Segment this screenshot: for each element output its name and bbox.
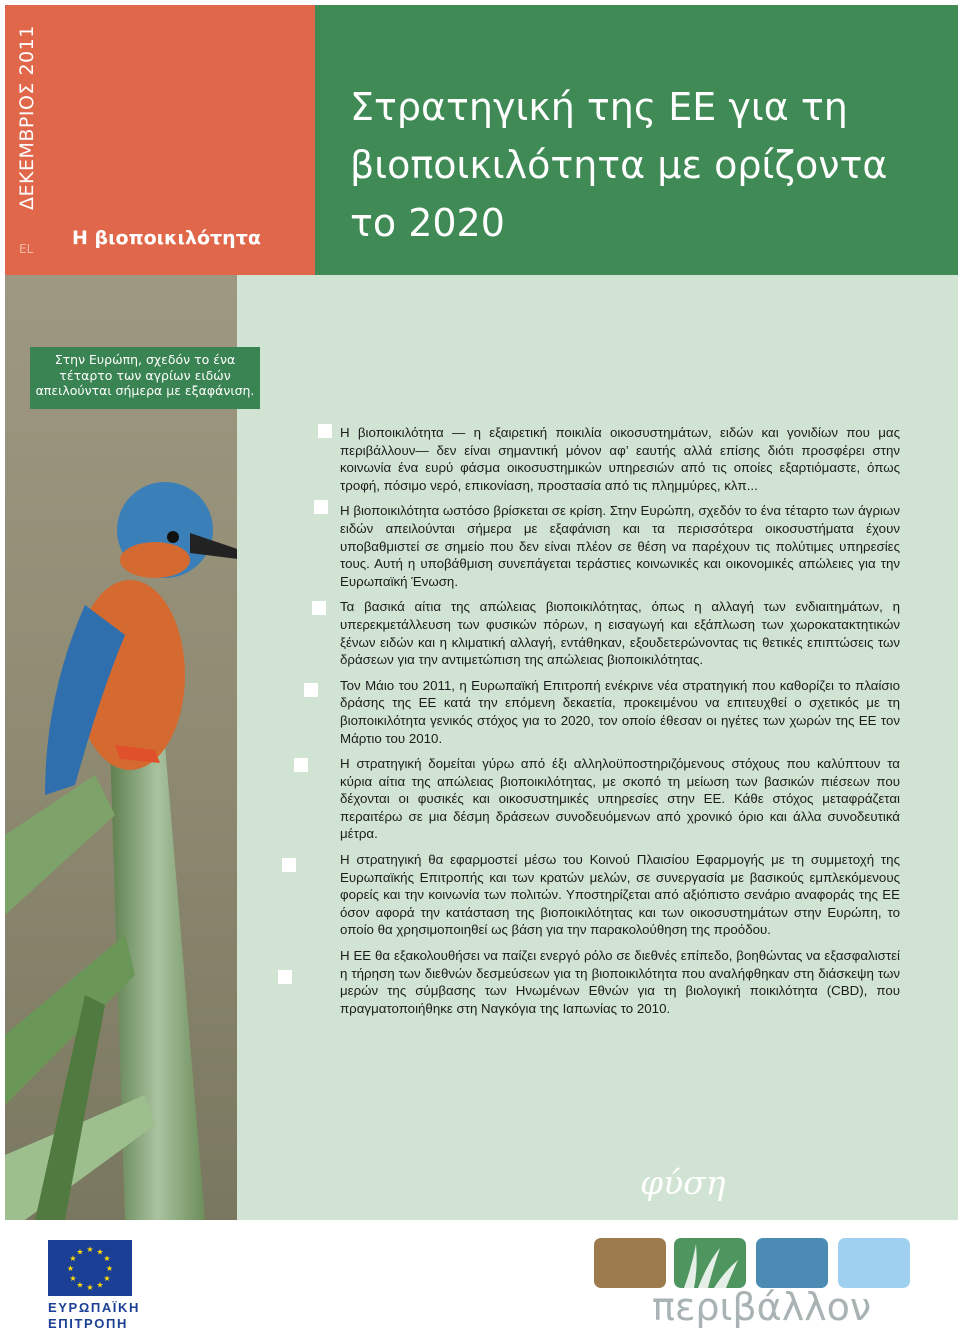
environment-label: περιβάλλον <box>652 1285 872 1329</box>
environment-logo-tiles <box>594 1238 914 1290</box>
eu-label-line: ΕΥΡΩΠΑΪΚΗ <box>48 1300 141 1315</box>
language-code: EL <box>19 242 34 256</box>
bullet-marker <box>304 683 318 697</box>
svg-text:★: ★ <box>86 1245 94 1254</box>
water-tile <box>756 1238 828 1288</box>
body-text <box>340 424 900 1025</box>
svg-text:★: ★ <box>103 1274 111 1283</box>
bullet-marker <box>318 424 332 438</box>
page-title <box>350 78 940 252</box>
intro-callout: Στην Ευρώπη, σχεδόν το ένα τέταρτο των αγρίων ειδών απειλούνται σήμερα με εξαφάνιση. <box>30 347 260 409</box>
title-line: Στρατηγική της ΕΕ για τη <box>350 85 848 129</box>
paragraph: Η στρατηγική δομείται γύρω από έξι αλληλοϋποστηριζόμενους στόχους που καλύπτουν τα κύρια αίτια της απώλειας βιοποικιλότητας, με σκοπό τη μείωση των βασικών πιέσεων που δέχονται οι φυσικές και οικοσυστημικές υπηρεσίες στην ΕΕ. Κάθε στόχος μεταφράζεται περαιτέρω σε μια δέσμη δράσεων συνοδευόμενων από χρονικό όριο και άλλα συνοδευτικά μέτρα. <box>340 756 900 842</box>
svg-text:★: ★ <box>96 1280 104 1290</box>
eu-label-line: ΕΠΙΤΡΟΠΗ <box>48 1316 128 1331</box>
svg-text:★: ★ <box>105 1264 114 1273</box>
soil-tile <box>594 1238 666 1288</box>
bullet-marker <box>278 970 292 984</box>
eu-commission-label <box>48 1300 140 1332</box>
bullet-marker <box>314 500 328 514</box>
title-line: το 2020 <box>350 201 505 245</box>
sky-tile <box>838 1238 910 1288</box>
svg-text:★: ★ <box>66 1264 75 1273</box>
bullet-marker <box>312 601 326 615</box>
title-line: βιοποικιλότητα με ορίζοντα <box>350 143 888 187</box>
paragraph: Η στρατηγική θα εφαρμοστεί μέσω του Κοινού Πλαισίου Εφαρμογής με τη συμμετοχή της Ευρωπαϊκής Επιτροπής και των κρατών μελών, σε συνεργασία με βασικούς εμπλεκόμενους φορείς και την κοινωνία των πολιτών. Υποστηρίζεται από αξιόπιστο σενάριο αναφοράς της ΕΕ όσον αφορά την κατάσταση της βιοποικιλότητας και των οικοσυστημάτων στην Ευρώπη, το οποίο θα χρησιμοποιηθεί ως βάση για την παρακολούθηση της προόδου. <box>340 852 900 938</box>
bullet-marker <box>282 858 296 872</box>
paragraph: Η ΕΕ θα εξακολουθήσει να παίζει ενεργό ρόλο σε διεθνές επίπεδο, βοηθώντας να εξασφαλιστεί η τήρηση των διεθνών δεσμεύσεων για τη βιοποικιλότητα που αναλήφθηκαν στη διάσκεψη των μερών της σύμβασης των Ηνωμένων Εθνών για τη βιολογική ποικιλότητα (CBD), που πραγματοποιήθηκε στη Ναγκόγια της Ιαπωνίας το 2010. <box>340 948 900 1016</box>
section-label: Η βιοποικιλότητα <box>72 227 261 249</box>
paragraph: Τα βασικά αίτια της απώλειας βιοποικιλότητας, όπως η αλλαγή των ενδιαιτημάτων, η υπερεκμετάλλευση των φυσικών πόρων, η εισαγωγή και εξάπλωση των χωροκατακτητικών ξένων ειδών και η κλιματική αλλαγή, εντάθηκαν, εξουδετερώνοντας τις θετικές επιπτώσεις των δράσεων για την αντιμετώπιση της απώλειας βιοποικιλότητας. <box>340 599 900 668</box>
svg-text:★: ★ <box>76 1280 84 1290</box>
publication-date: ΔΕΚΕΜΒΡΙΟΣ 2011 <box>16 25 38 210</box>
paragraph: Τον Μάιο του 2011, η Ευρωπαϊκή Επιτροπή ενέκρινε νέα στρατηγική που καθορίζει το πλαίσιο δράσης της ΕΕ κατά την επόμενη δεκαετία, προκειμένου να επιτευχθεί ο σχετικός με τη βιοποικιλότητα γενικός στόχος για το 2020, τον οποίο έθεσαν οι ηγέτες των χωρών της ΕΕ τον Μάρτιο του 2010. <box>340 677 900 746</box>
grass-tile <box>674 1238 746 1288</box>
paragraph: Η βιοποικιλότητα — η εξαιρετική ποικιλία οικοσυστημάτων, ειδών και γονιδίων που μας περιβάλλουν— δεν είναι σημαντική μόνον αφ’ εαυτής αλλά επίσης διότι προσφέρει στην κοινωνία ένα ευρύ φάσμα οικοσυστημικών υπηρεσιών από τις οποίες εξαρτιόμαστε, όπως τροφή, πόσιμο νερό, επικονίαση, προστασία από τις πλημμύρες, κλπ... <box>340 425 900 493</box>
paragraph: Η βιοποικιλότητα ωστόσο βρίσκεται σε κρίση. Στην Ευρώπη, σχεδόν το ένα τέταρτο των άγριων ειδών απειλούνται σήμερα με εξαφάνιση και τα περισσότερα οικοσυστήματα έχουν υποβαθμιστεί σε σημείο που δεν είναι πλέον σε θέση να παρέχουν τις πολύτιμες υπηρεσίες τους. Αυτή η υποβάθμιση συνεπάγεται τεράστιες κοινωνικές και οικονομικές απώλειες για την Ευρωπαϊκή Ένωση. <box>340 503 900 589</box>
nature-label: φύση <box>640 1163 726 1202</box>
svg-text:★: ★ <box>69 1254 77 1263</box>
svg-text:★: ★ <box>96 1247 104 1257</box>
svg-text:★: ★ <box>103 1254 111 1263</box>
svg-text:★: ★ <box>86 1283 94 1292</box>
bullet-marker <box>294 758 308 772</box>
eu-flag-logo <box>48 1240 132 1296</box>
svg-text:★: ★ <box>76 1247 84 1257</box>
svg-text:★: ★ <box>69 1274 77 1283</box>
kingfisher-photo <box>5 275 237 1220</box>
